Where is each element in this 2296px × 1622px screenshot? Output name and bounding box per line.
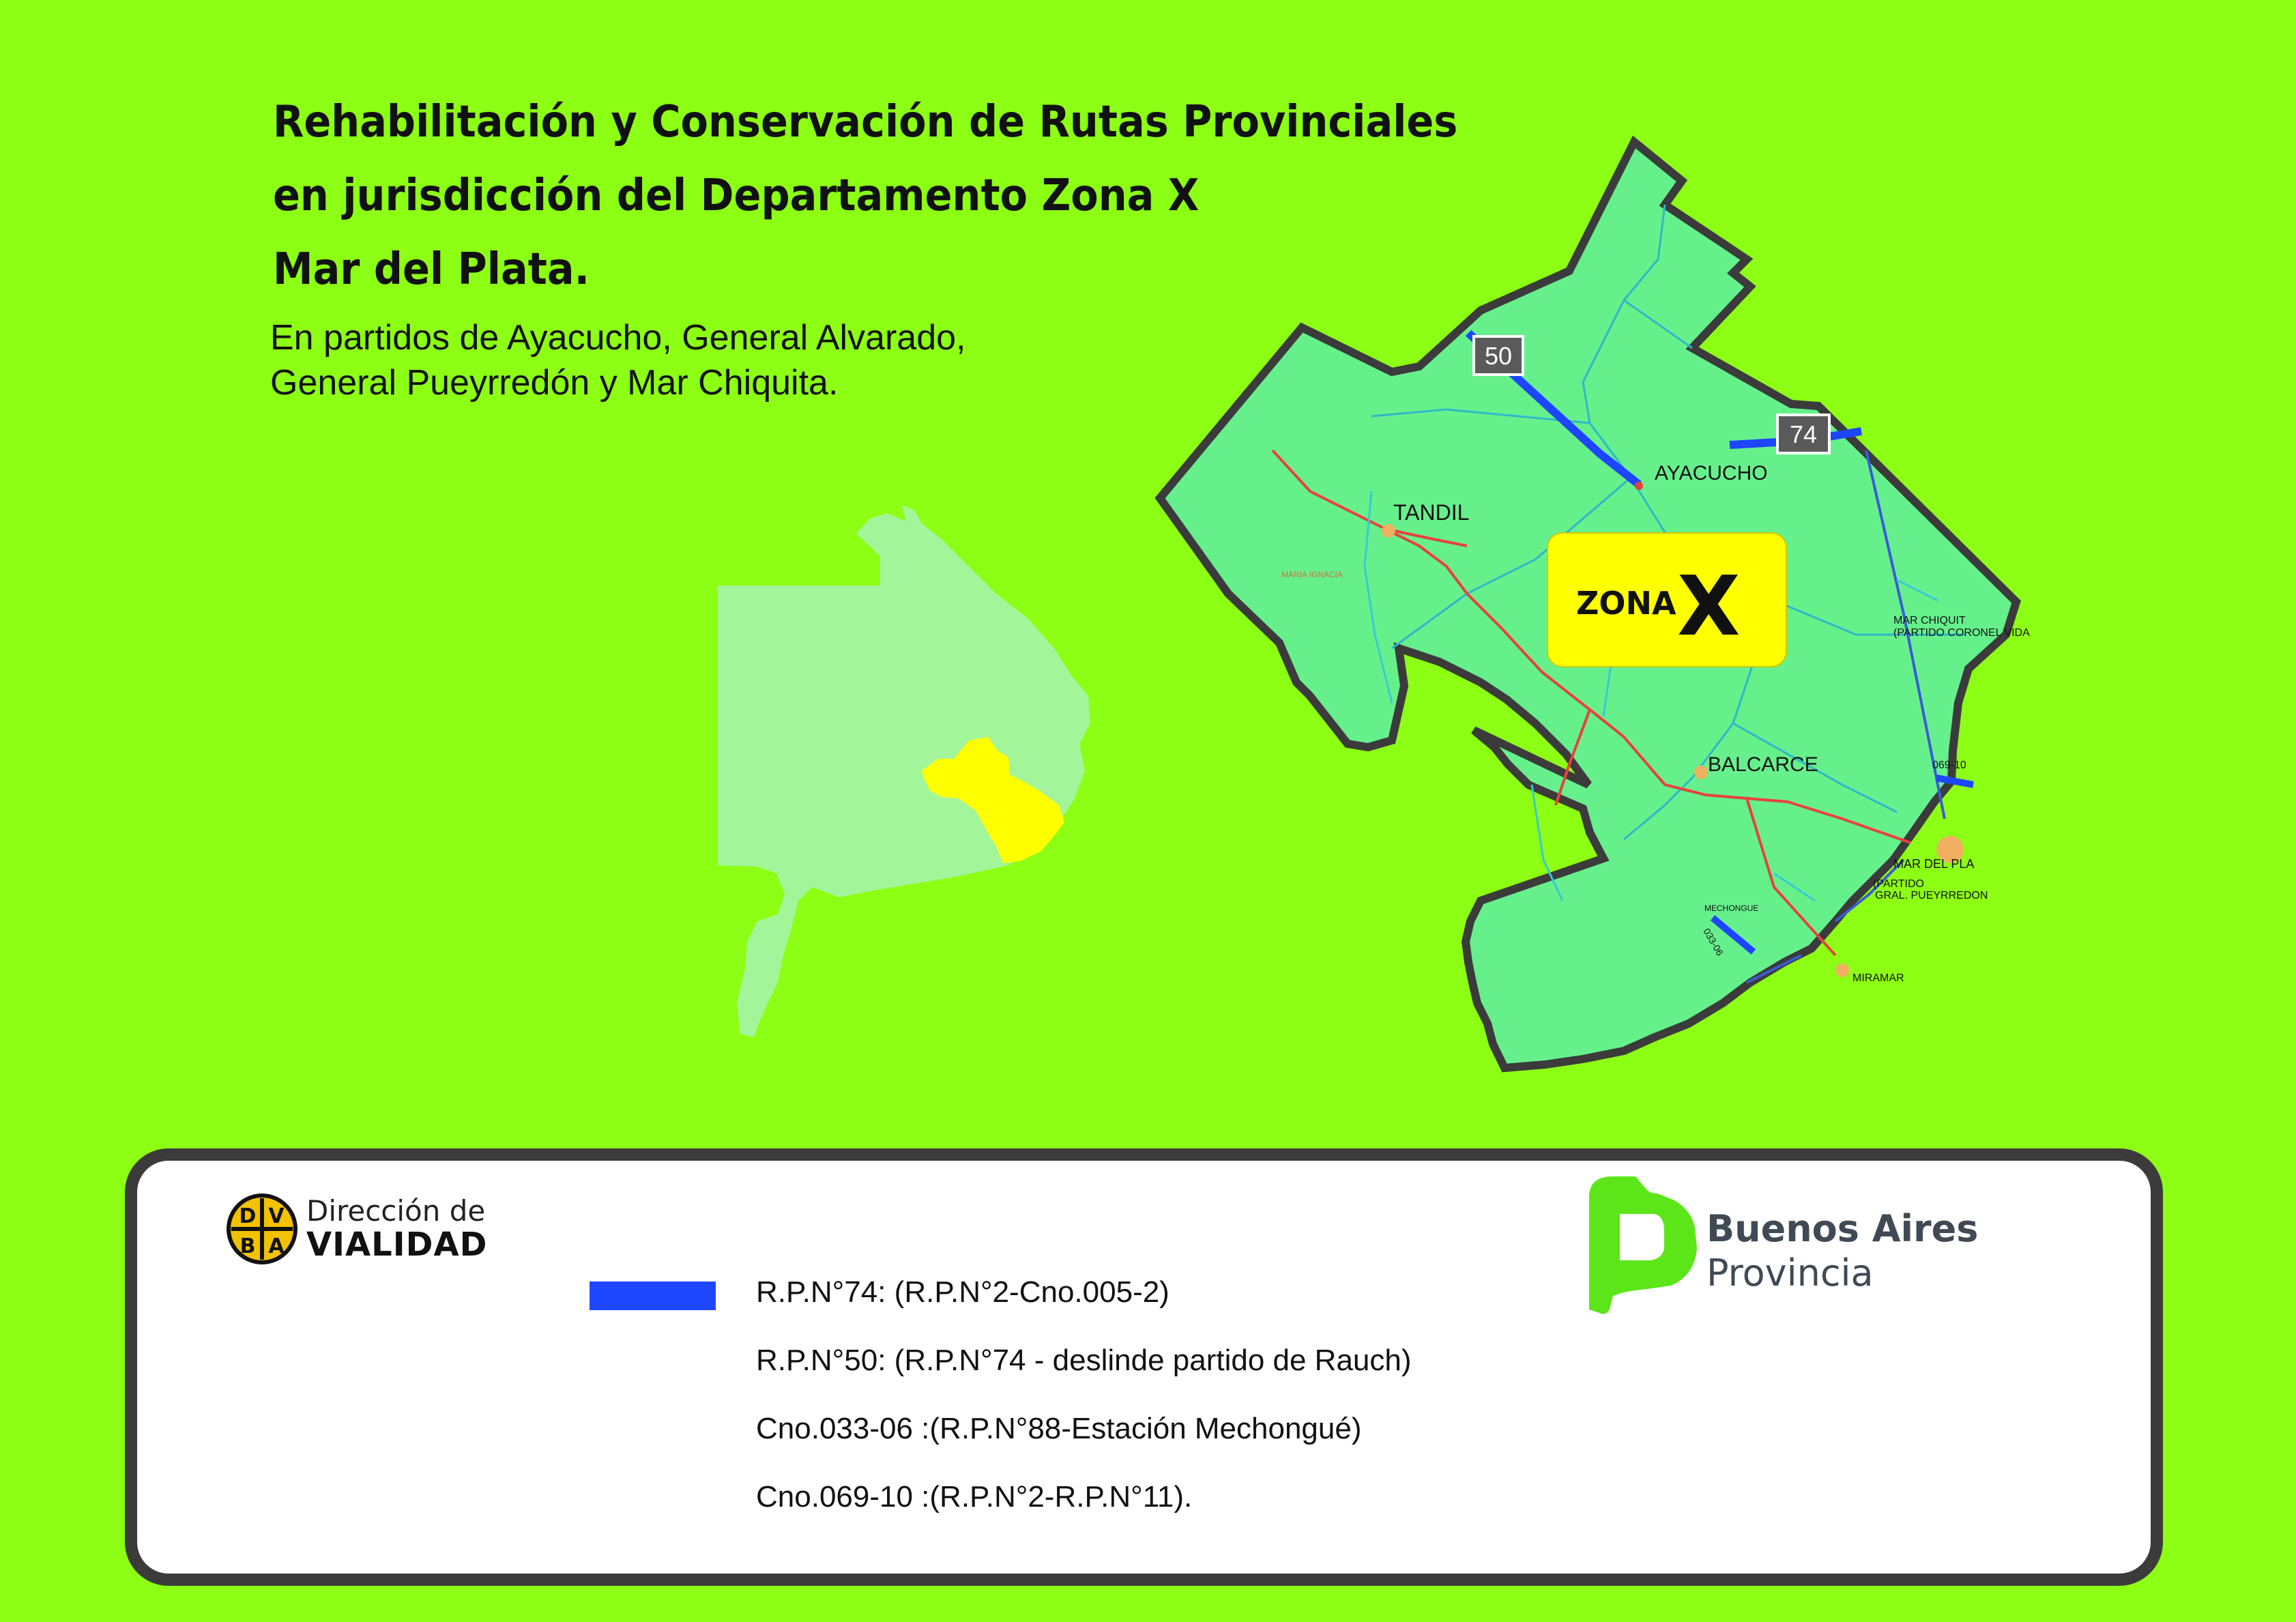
buenos-aires-logo-line-2: Provincia <box>1706 1251 1874 1294</box>
vialidad-logo-line-2: VIALIDAD <box>306 1226 488 1264</box>
route-shield-50 <box>1474 336 1523 375</box>
zone-badge-letter: X <box>1677 560 1741 654</box>
vialidad-logo-text <box>306 1194 488 1264</box>
city-label-miramar: MIRAMAR <box>1852 972 1904 984</box>
city-label-tandil: TANDIL <box>1393 500 1470 525</box>
route-shield-74-label: 74 <box>1789 420 1818 448</box>
legend-item-rp50: R.P.N°50: (R.P.N°74 - deslinde partido de Rauch) <box>756 1344 1412 1377</box>
legend-items <box>756 1273 1412 1546</box>
city-marker-tandil <box>1382 524 1395 538</box>
legend-swatch-highlight-route <box>590 1281 716 1310</box>
legend-item-rp74: R.P.N°74: (R.P.N°2-Cno.005-2) <box>756 1275 1169 1309</box>
vialidad-badge-letter-b: B <box>239 1234 256 1258</box>
legend-item-cno-069-10: Cno.069-10 :(R.P.N°2-R.P.N°11). <box>756 1480 1193 1514</box>
vialidad-logo-line-1: Dirección de <box>306 1194 486 1228</box>
city-marker-balcarce <box>1694 766 1708 779</box>
zone-badge-label: ZONA <box>1576 585 1676 622</box>
province-outline <box>718 505 1090 1037</box>
legend-panel <box>125 1148 2163 1586</box>
road-code-069-10: 069-10 <box>1932 759 1966 771</box>
vialidad-logo <box>224 1191 487 1266</box>
city-label-ayacucho: AYACUCHO <box>1655 462 1768 484</box>
vialidad-badge-letter-d: D <box>239 1204 257 1228</box>
buenos-aires-logo <box>1582 1173 1978 1316</box>
city-label-mar-chiquita: MAR CHIQUIT <box>1893 615 1966 626</box>
subtitle-line-1: En partidos de Ayacucho, General Alvarado, <box>270 318 966 358</box>
city-label-mechongue: MECHONGUE <box>1704 903 1759 913</box>
city-label-mar-del-plata: MAR DEL PLA <box>1893 857 1975 871</box>
city-label-pueyrredon-1: (PARTIDO <box>1873 878 1924 890</box>
vialidad-badge-letter-a: A <box>268 1234 285 1258</box>
city-label-mar-chiquita-note: (PARTIDO CORONEL VIDA <box>1893 627 2030 639</box>
subtitle-line-2: General Pueyrredón y Mar Chiquita. <box>270 363 839 403</box>
title-line-2: en jurisdicción del Departamento Zona X <box>273 171 1200 221</box>
vialidad-badge-letter-v: V <box>268 1204 285 1228</box>
city-marker-ayacucho <box>1635 482 1643 490</box>
city-label-pueyrredon-2: GRAL. PUEYRREDON <box>1875 890 1988 901</box>
city-label-balcarce: BALCARCE <box>1708 753 1818 776</box>
title-line-3: Mar del Plata. <box>273 244 590 295</box>
province-inset-map <box>718 505 1090 1037</box>
city-marker-miramar <box>1835 964 1849 977</box>
road-code-033-06: 033-06 <box>1701 926 1726 958</box>
city-label-maria-ignacia: MARIA IGNACIA <box>1281 570 1343 579</box>
buenos-aires-logo-line-1: Buenos Aires <box>1706 1207 1979 1250</box>
vialidad-badge-icon <box>224 1191 300 1266</box>
zone-badge <box>1547 533 1786 667</box>
title-line-1: Rehabilitación y Conservación de Rutas Provinciales <box>273 97 1458 147</box>
route-shield-50-label: 50 <box>1484 342 1513 370</box>
legend-item-cno-033-06: Cno.033-06 :(R.P.N°88-Estación Mechongué) <box>756 1412 1362 1445</box>
buenos-aires-logo-text <box>1706 1207 1978 1294</box>
route-shield-74 <box>1777 415 1829 453</box>
zone-map <box>1160 142 2030 1068</box>
buenos-aires-mark-icon <box>1582 1173 1698 1316</box>
